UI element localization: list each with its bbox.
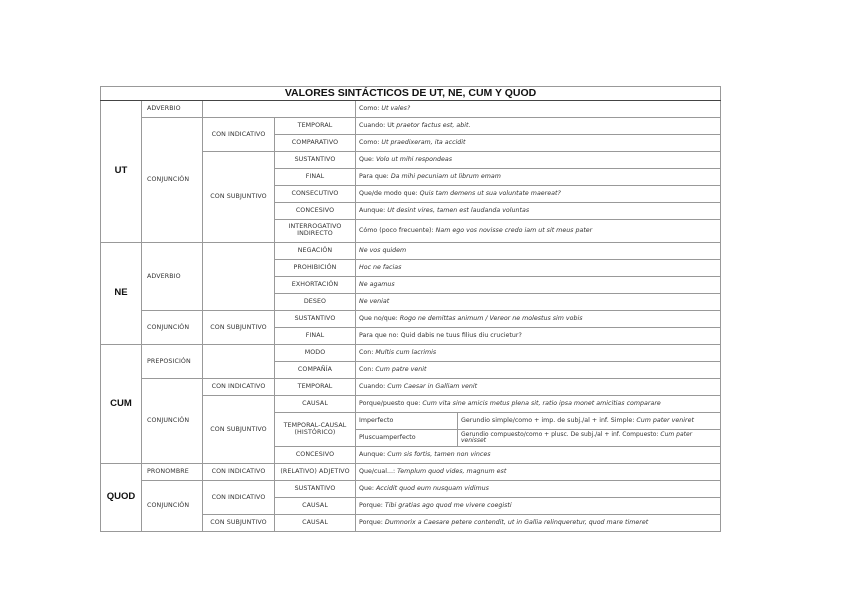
table-row — [101, 464, 721, 481]
example-cell: Para que: Da mihi pecuniam ut librum emam — [356, 169, 721, 186]
example-cell: Ne vos quidem — [356, 243, 721, 260]
example-cell: Cuando: Ut praetor factus est, abit. — [356, 118, 721, 135]
mood-cell: CON INDICATIVO — [203, 118, 275, 152]
value-cell: INTERROGATIVO INDIRECTO — [275, 220, 356, 243]
category-cell: CONJUNCIÓN — [142, 379, 203, 464]
mood-cell: CON SUBJUNTIVO — [203, 515, 275, 532]
example-cell: Cuando: Cum Caesar in Galliam venit — [356, 379, 721, 396]
category-cell: CONJUNCIÓN — [142, 311, 203, 345]
example-cell: Porque/puesto que: Cum vita sine amicis metus plena sit, ratio ipsa monet amicitias comparare — [356, 396, 721, 413]
example-cell: Gerundio simple/como + imp. de subj./al + inf. Simple: Cum pater veniret — [458, 413, 721, 430]
example-cell: Aunque: Ut desint vires, tamen est laudanda voluntas — [356, 203, 721, 220]
example-cell: Que: Volo ut mihi respondeas — [356, 152, 721, 169]
value-cell: (RELATIVO) ADJETIVO — [275, 464, 356, 481]
mood-cell: CON SUBJUNTIVO — [203, 311, 275, 345]
example-cell: Porque: Tibi gratias ago quod me vivere coegisti — [356, 498, 721, 515]
example-cell: Cómo (poco frecuente): Nam ego vos novisse credo iam ut sit meus pater — [356, 220, 721, 243]
example-cell: Que no/que: Rogo ne demittas animum / Vereor ne molestus sim vobis — [356, 311, 721, 328]
value-cell: TEMPORAL — [275, 379, 356, 396]
value-cell: SUSTANTIVO — [275, 311, 356, 328]
example-cell: Que/de modo que: Quis tam demens ut sua voluntate maereat? — [356, 186, 721, 203]
mood-cell: CON SUBJUNTIVO — [203, 152, 275, 243]
example-cell: Con: Multis cum lacrimis — [356, 345, 721, 362]
category-cell: CONJUNCIÓN — [142, 481, 203, 532]
empty-cell — [203, 243, 275, 311]
particle-ut: UT — [101, 101, 142, 243]
value-cell: TEMPORAL — [275, 118, 356, 135]
value-cell: CAUSAL — [275, 515, 356, 532]
example-cell: Para que no: Quid dabis ne tuus filius diu crucietur? — [356, 328, 721, 345]
example-cell: Como: Ut vales? — [356, 101, 721, 118]
example-cell: Que/cual...: Templum quod vides, magnum est — [356, 464, 721, 481]
value-cell: MODO — [275, 345, 356, 362]
value-cell: PROHIBICIÓN — [275, 260, 356, 277]
value-cell: CAUSAL — [275, 498, 356, 515]
category-cell: PRONOMBRE — [142, 464, 203, 481]
empty-cell — [203, 345, 275, 379]
table-row — [101, 345, 721, 362]
table-row — [101, 481, 721, 498]
example-cell: Como: Ut praedixeram, ita accidit — [356, 135, 721, 152]
example-cell: Hoc ne facias — [356, 260, 721, 277]
table-title: VALORES SINTÁCTICOS DE UT, NE, CUM Y QUOD — [101, 87, 721, 101]
value-cell: COMPAÑÍA — [275, 362, 356, 379]
example-cell: Ne agamus — [356, 277, 721, 294]
category-cell: ADVERBIO — [142, 243, 203, 311]
particle-quod: QUOD — [101, 464, 142, 532]
value-cell: SUSTANTIVO — [275, 152, 356, 169]
category-cell: PREPOSICIÓN — [142, 345, 203, 379]
syntax-values-table — [100, 86, 721, 532]
mood-cell: CON SUBJUNTIVO — [203, 396, 275, 464]
value-cell: CONCESIVO — [275, 203, 356, 220]
example-cell: Porque: Dumnorix a Caesare petere contendit, ut in Gallia relinqueretur, quod mare timeret — [356, 515, 721, 532]
tense-cell: Imperfecto — [356, 413, 458, 430]
value-cell: DESEO — [275, 294, 356, 311]
mood-cell: CON INDICATIVO — [203, 481, 275, 515]
empty-cell — [203, 101, 356, 118]
value-cell: SUSTANTIVO — [275, 481, 356, 498]
example-cell: Que: Accidit quod eum nusquam vidimus — [356, 481, 721, 498]
value-cell: CONSECUTIVO — [275, 186, 356, 203]
value-cell: COMPARATIVO — [275, 135, 356, 152]
table-row — [101, 118, 721, 135]
value-cell: EXHORTACIÓN — [275, 277, 356, 294]
value-cell: NEGACIÓN — [275, 243, 356, 260]
value-cell: FINAL — [275, 169, 356, 186]
particle-cum: CUM — [101, 345, 142, 464]
table-row — [101, 101, 721, 118]
value-cell: CONCESIVO — [275, 447, 356, 464]
category-cell: CONJUNCIÓN — [142, 118, 203, 243]
value-cell: FINAL — [275, 328, 356, 345]
table-row — [101, 379, 721, 396]
table-row — [101, 311, 721, 328]
tense-cell: Pluscuamperfecto — [356, 430, 458, 447]
category-cell: ADVERBIO — [142, 101, 203, 118]
mood-cell: CON INDICATIVO — [203, 464, 275, 481]
example-cell: Aunque: Cum sis fortis, tamen non vinces — [356, 447, 721, 464]
value-cell: CAUSAL — [275, 396, 356, 413]
example-cell: Ne veniat — [356, 294, 721, 311]
particle-ne: NE — [101, 243, 142, 345]
mood-cell: CON INDICATIVO — [203, 379, 275, 396]
table-row — [101, 243, 721, 260]
table-title-row — [101, 87, 721, 101]
example-cell: Gerundio compuesto/como + plusc. De subj./al + inf. Compuesto: Cum pater venisset — [458, 430, 721, 447]
value-cell: TEMPORAL-CAUSAL (HISTÓRICO) — [275, 413, 356, 447]
example-cell: Con: Cum patre venit — [356, 362, 721, 379]
